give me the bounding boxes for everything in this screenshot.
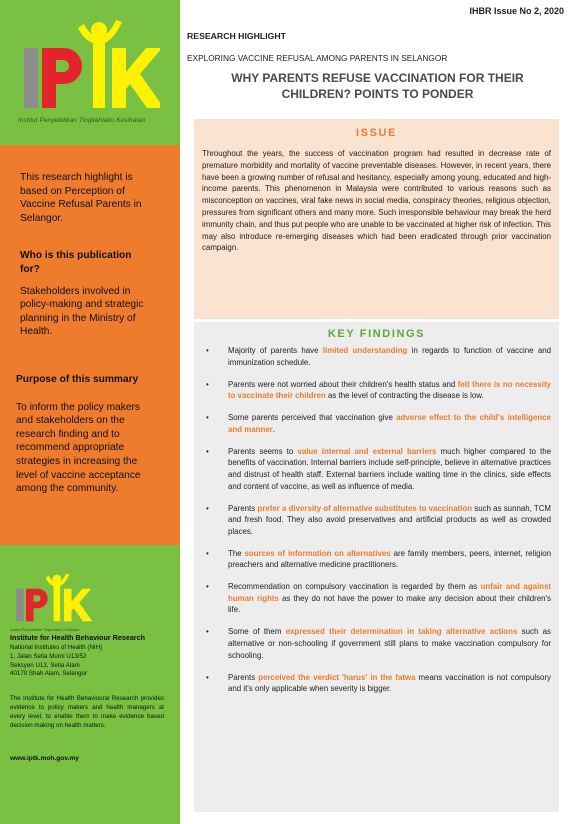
finding-text: in regards to function of vaccine and immunization schedule. bbox=[228, 346, 552, 367]
bullet-icon: • bbox=[206, 548, 209, 558]
bullet-icon: • bbox=[206, 582, 209, 592]
findings-list bbox=[202, 345, 551, 695]
finding-text: such as alternative or non-schooling if government still plans to make vaccination compulsory for schooling. bbox=[228, 627, 551, 660]
issue-number: IHBR Issue No 2, 2020 bbox=[469, 6, 564, 16]
finding-item bbox=[202, 379, 551, 402]
finding-item bbox=[202, 446, 551, 492]
key-findings-section bbox=[194, 322, 559, 812]
finding-item bbox=[202, 548, 551, 571]
purpose-text: To inform the policy makers and stakeholders on the research finding and to recommend appropriate strategies in increasing the level of vaccine acceptance among the community. bbox=[16, 401, 141, 495]
logo-small-tagline: Institut Penyelidikan Tingkahlaku Kesihatan bbox=[10, 628, 80, 632]
address-line: 1, Jalan Setia Murni U13/52 bbox=[10, 652, 87, 660]
bullet-icon: • bbox=[206, 346, 209, 355]
who-heading: Who is this publication for? bbox=[20, 250, 132, 275]
iptk-logo-small bbox=[12, 567, 92, 631]
address-line: National Institutes of Health (NIH) bbox=[10, 644, 103, 651]
finding-text: as they do not have the power to make any decision about their children's life. bbox=[228, 593, 551, 615]
issue-text: Throughout the years, the success of vaccination program had resulted in decrease rate of premature morbidity and mortality of vaccine preventable diseases. However, in recent years, there have been a growing number of refusal and hesitancy, especially among young, educated and high-income parents. This phenomenon in Malaysia were contributed to various reasons such as misconception on vaccines, viral fake news in social media, conspiracy theories, religious objection, pressures from significant others and many more. Such irresponsible behaviour may break the herd immunity chain, and thus put people who are unable to be vaccinated at higher risk of infection. This may also introduce re-emerging diseases which had been eradicated through prior vaccination campaign. bbox=[202, 149, 552, 253]
finding-highlight: unfair and against human rights bbox=[228, 582, 551, 603]
title-line: WHY PARENTS REFUSE VACCINATION FOR THEIR bbox=[231, 71, 524, 85]
finding-text: Some of them bbox=[228, 627, 286, 637]
finding-item bbox=[202, 503, 551, 538]
finding-highlight: expressed their determination in taking alternative actions bbox=[285, 627, 518, 637]
research-highlight-label: RESEARCH HIGHLIGHT bbox=[187, 31, 286, 41]
finding-item bbox=[202, 345, 551, 368]
finding-text: as the level of contracting the disease is low. bbox=[325, 391, 484, 401]
finding-text: Parents were not worried about their children's health status and bbox=[228, 379, 458, 389]
finding-text: much higher compared to the benefits of vaccination. Internal barriers include self-principle, believe in alternative practices and distrust of health staff. External barriers include waiting time in the clinics, side effects and content of vaccine, as well as influence of media. bbox=[228, 446, 551, 491]
finding-highlight: adverse effect to the child's intelligence and manner bbox=[228, 413, 551, 434]
finding-text: Some parents perceived that vaccination give bbox=[228, 413, 397, 423]
bullet-icon: • bbox=[206, 379, 209, 389]
intro-text: This research highlight is based on Perception of Vaccine Refusal Parents in Selangor. bbox=[20, 172, 142, 224]
issue-heading: ISSUE bbox=[355, 127, 397, 139]
iptk-logo bbox=[20, 8, 160, 126]
page-title bbox=[190, 71, 565, 102]
who-text: Stakeholders involved in policy-making and strategic planning in the Ministry of Health. bbox=[20, 285, 144, 338]
finding-text: Parents bbox=[228, 672, 259, 682]
finding-text: such as sunnah, TCM and fresh food. They also avoid preservatives and artificial products as well as crowded places. bbox=[228, 503, 551, 536]
finding-item bbox=[202, 626, 551, 661]
finding-item bbox=[202, 672, 551, 695]
sidebar bbox=[0, 0, 180, 824]
finding-text: Parents seems to bbox=[228, 446, 298, 456]
address-line: Seksyen U13, Setia Alam bbox=[10, 661, 80, 669]
finding-text: Parents bbox=[228, 503, 258, 513]
website-link[interactable]: www.iptk.moh.gov.my bbox=[10, 755, 79, 762]
finding-text: are family members, peers, internet, religion preachers and alternative medicine practitioners. bbox=[228, 548, 551, 570]
sidebar-logo-panel bbox=[0, 0, 180, 145]
org-about: The Institute for Health Behavioural Research provides evidence to policy makers and health managers at every level, to enable them to make evidence based decision making on health matters. bbox=[10, 695, 164, 729]
org-name: Institute for Health Behaviour Research bbox=[10, 633, 145, 642]
finding-text: Majority of parents have bbox=[228, 346, 323, 355]
address-line: 40170 Shah Alam, Selangor bbox=[10, 670, 88, 678]
bullet-icon: • bbox=[206, 446, 209, 456]
bullet-icon: • bbox=[206, 627, 209, 637]
issue-section bbox=[194, 119, 559, 319]
finding-highlight: sources of information on alternatives bbox=[244, 548, 391, 558]
sidebar-contact-panel bbox=[0, 545, 180, 824]
sidebar-info-panel bbox=[0, 145, 180, 545]
bullet-icon: • bbox=[206, 672, 209, 682]
key-findings-heading: KEY FINDINGS bbox=[327, 328, 426, 340]
finding-highlight: perceived the verdict 'harus' in the fatwa bbox=[258, 672, 416, 682]
logo-tagline: Institut Penyelidikan Tingkahlaku Kesihatan bbox=[18, 117, 146, 124]
finding-highlight: felt there is no necessity to vaccinate their children bbox=[228, 379, 551, 401]
finding-highlight: limited understanding bbox=[322, 346, 408, 355]
finding-text: Recommendation on compulsory vaccination is regarded by them as bbox=[228, 582, 481, 592]
finding-item bbox=[202, 412, 551, 435]
finding-highlight: value internal and external barriers bbox=[297, 446, 437, 456]
bullet-icon: • bbox=[206, 413, 209, 423]
finding-text: The bbox=[228, 548, 245, 558]
finding-text: means vaccination is not compulsory and it's only applicable when severity is bigger. bbox=[228, 672, 551, 694]
org-address bbox=[10, 644, 170, 679]
finding-text: . bbox=[272, 424, 275, 434]
subtitle: EXPLORING VACCINE REFUSAL AMONG PARENTS IN SELANGOR bbox=[187, 53, 448, 63]
title-line: CHILDREN? POINTS TO PONDER bbox=[281, 86, 474, 101]
bullet-icon: • bbox=[206, 503, 209, 513]
purpose-heading: Purpose of this summary bbox=[16, 373, 139, 385]
finding-item bbox=[202, 581, 551, 616]
finding-highlight: prefer a diversity of alternative substitutes to vaccination bbox=[257, 503, 473, 513]
